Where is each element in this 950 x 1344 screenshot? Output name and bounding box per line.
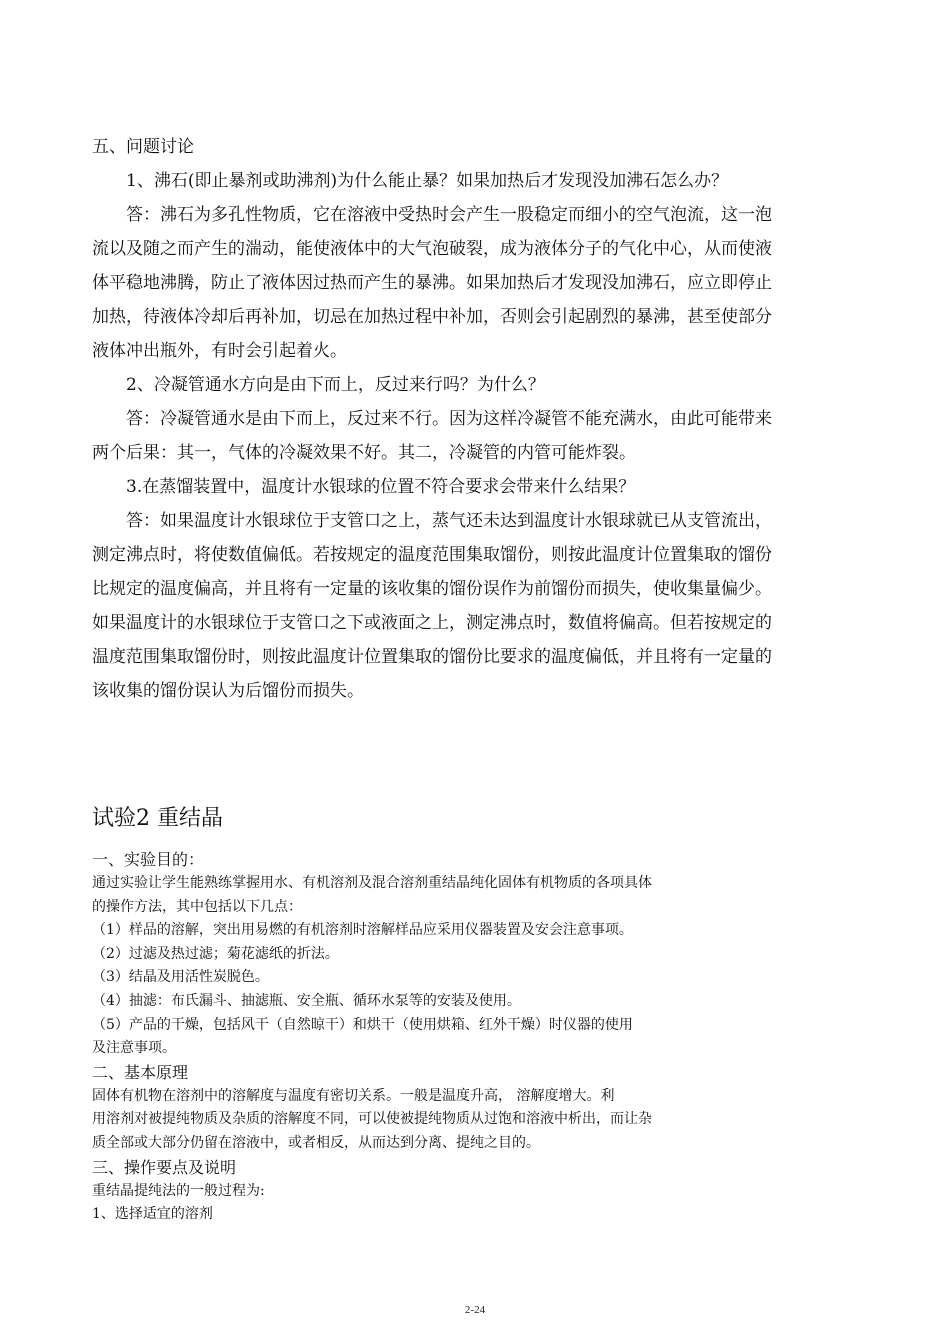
- experiment-section: [92, 848, 792, 1227]
- answer-1-line: 流以及随之而产生的湍动，能使液体中的大气泡破裂，成为液体分子的气化中心，从而使液: [92, 239, 772, 259]
- purpose-item: 及注意事项。: [92, 1040, 176, 1057]
- answer-1-line: 加热，待液体冷却后再补加，切忌在加热过程中补加，否则会引起剧烈的暴沸，甚至使部分: [92, 307, 772, 327]
- purpose-item: （1）样品的溶解，突出用易燃的有机溶剂时溶解样品应采用仪器装置及安会注意事项。: [92, 922, 633, 939]
- answer-2-line: 答：冷凝管通水是由下而上，反过来不行。因为这样冷凝管不能充满水，由此可能带来: [126, 409, 772, 429]
- answer-1-line: 答：沸石为多孔性物质，它在溶液中受热时会产生一股稳定而细小的空气泡流，这一泡: [126, 205, 772, 225]
- answer-3-line: 如果温度计的水银球位于支管口之下或液面之上，测定沸点时，数值将偏高。但若按规定的: [92, 613, 772, 633]
- principle-line: 固体有机物在溶剂中的溶解度与温度有密切关系。一般是温度升高， 溶解度增大。利: [92, 1087, 615, 1104]
- question-2: 2、冷凝管通水方向是由下而上，反过来行吗？为什么？: [126, 375, 545, 395]
- page-number: 2-24: [464, 1304, 486, 1316]
- operation-line: 1、选择适宜的溶剂: [92, 1206, 213, 1223]
- principle-line: 质全部或大部分仍留在溶液中，或者相反，从而达到分离、提纯之目的。: [92, 1134, 540, 1151]
- answer-1-line: 液体冲出瓶外，有时会引起着火。: [92, 341, 347, 361]
- answer-1-line: 体平稳地沸腾，防止了液体因过热而产生的暴沸。如果加热后才发现没加沸石，应立即停止: [92, 273, 772, 293]
- purpose-line: 的操作方法，其中包括以下几点：: [92, 898, 302, 915]
- answer-2-line: 两个后果：其一，气体的冷凝效果不好。其二，冷凝管的内管可能炸裂。: [92, 443, 636, 463]
- question-3: 3.在蒸馏装置中，温度计水银球的位置不符合要求会带来什么结果？: [126, 477, 636, 497]
- purpose-item: （4）抽滤：布氏漏斗、抽滤瓶、安全瓶、循环水泵等的安装及使用。: [92, 992, 521, 1009]
- discussion-heading: 五、问题讨论: [92, 137, 194, 157]
- question-1: 1、沸石(即止暴剂或助沸剂)为什么能止暴？如果加热后才发现没加沸石怎么办？: [126, 171, 729, 191]
- experiment-title: 试验2 重结晶: [92, 806, 223, 831]
- purpose-item: （2）过滤及热过滤；菊花滤纸的折法。: [92, 945, 339, 962]
- principle-line: 用溶剂对被提纯物质及杂质的溶解度不同，可以使被提纯物质从过饱和溶液中析出，而让杂: [92, 1111, 652, 1128]
- discussion-section: [92, 130, 872, 708]
- answer-3-line: 该收集的馏份误认为后馏份而损失。: [92, 681, 364, 701]
- answer-3-line: 答：如果温度计水银球位于支管口之上，蒸气还未达到温度计水银球就已从支管流出，: [126, 511, 772, 531]
- answer-3-line: 比规定的温度偏高，并且将有一定量的该收集的馏份误作为前馏份而损失，使收集量偏少。: [92, 579, 772, 599]
- answer-3-line: 测定沸点时，将使数值偏低。若按规定的温度范围集取馏份，则按此温度计位置集取的馏份: [92, 545, 772, 565]
- operation-heading: 三、操作要点及说明: [92, 1157, 237, 1177]
- principle-heading: 二、基本原理: [92, 1062, 189, 1082]
- purpose-heading: 一、实验目的：: [92, 850, 205, 869]
- operation-line: 重结晶提纯法的一般过程为:: [92, 1182, 265, 1199]
- purpose-item: （5）产品的干燥，包括风干（自然晾干）和烘干（使用烘箱、红外干燥）时仪器的使用: [92, 1016, 633, 1033]
- purpose-item: （3）结晶及用活性炭脱色。: [92, 969, 269, 986]
- purpose-line: 通过实验让学生能熟练掌握用水、有机溶剂及混合溶剂重结晶纯化固体有机物质的各项具体: [92, 875, 652, 891]
- answer-3-line: 温度范围集取馏份时，则按此温度计位置集取的馏份比要求的温度偏低，并且将有一定量的: [92, 647, 772, 667]
